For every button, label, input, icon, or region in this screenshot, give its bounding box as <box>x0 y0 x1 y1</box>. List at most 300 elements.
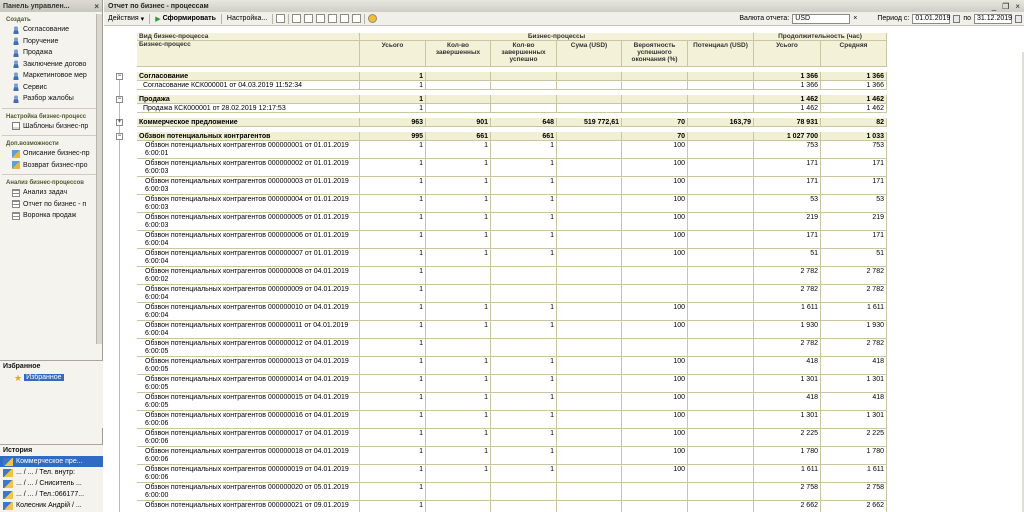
row-value: 1 027 700 <box>754 132 821 140</box>
nav-section-title: Анализ бизнес-процессов <box>6 180 84 186</box>
template-icon <box>12 122 20 130</box>
row-value: 1 033 <box>821 132 887 140</box>
row-value: 1 <box>360 177 426 194</box>
history-panel <box>0 444 103 512</box>
row-name-cell <box>137 447 360 464</box>
row-value <box>622 285 688 302</box>
column-header[interactable]: Кол-во завершенных успешно <box>491 41 557 66</box>
row-value: 1 301 <box>821 375 887 392</box>
table-row[interactable] <box>137 465 887 483</box>
row-name: Обзвон потенциальных контрагентов 000000002 от 01.01.2019 <box>145 160 349 167</box>
actions-label: Действия <box>108 15 139 22</box>
row-value: 1 780 <box>821 447 887 464</box>
control-panel-title: Панель управлен... <box>3 2 70 10</box>
row-value: 1 366 <box>754 81 821 89</box>
row-value: 1 <box>360 231 426 248</box>
row-value <box>688 411 754 428</box>
row-value: 1 <box>360 213 426 230</box>
row-value <box>688 72 754 80</box>
row-value: 1 <box>360 465 426 482</box>
row-value: 901 <box>426 118 491 126</box>
group-row[interactable] <box>117 95 887 104</box>
group-row[interactable] <box>117 72 887 81</box>
row-value: 100 <box>622 321 688 338</box>
help-icon[interactable] <box>368 14 377 23</box>
tree-line <box>119 78 120 512</box>
table-row[interactable] <box>137 285 887 303</box>
row-time: 6:00:04 <box>145 312 169 319</box>
group-icon[interactable] <box>292 14 301 23</box>
user-icon <box>12 49 20 57</box>
row-value <box>426 285 491 302</box>
document-icon <box>3 502 13 510</box>
collapse-icon[interactable]: − <box>117 96 122 102</box>
history-item[interactable] <box>0 489 103 500</box>
nav-section-title: Настройка бизнес-процесс <box>6 113 87 120</box>
row-name-cell <box>137 483 360 500</box>
row-time: 6:00:04 <box>145 240 169 247</box>
row-time: 6:00:02 <box>145 276 169 283</box>
column-header[interactable]: Вероятность успешного окончания (%) <box>622 41 688 66</box>
process-icon <box>12 150 20 158</box>
row-value <box>688 213 754 230</box>
table-row[interactable] <box>137 483 887 501</box>
row-value: 2 225 <box>821 429 887 446</box>
row-name-cell <box>137 249 360 266</box>
row-time: 6:00:04 <box>145 294 169 301</box>
row-value: 1 <box>360 357 426 374</box>
header-type-label: Вид бизнес-процесса <box>137 33 360 40</box>
table-row[interactable] <box>137 231 887 249</box>
row-name-cell <box>137 393 360 410</box>
row-value: 1 <box>491 447 557 464</box>
row-value <box>622 483 688 500</box>
document-icon <box>3 469 13 477</box>
row-value <box>557 95 622 103</box>
section-separator <box>2 174 100 175</box>
row-value: 163,79 <box>688 118 754 126</box>
row-name-cell <box>137 321 360 338</box>
column-header[interactable]: Сума (USD) <box>557 41 622 66</box>
table-row[interactable] <box>137 321 887 339</box>
row-value: 1 <box>360 95 426 103</box>
table-row[interactable] <box>137 393 887 411</box>
nav-item[interactable] <box>0 210 102 222</box>
table-row[interactable] <box>137 81 887 90</box>
row-name: Обзвон потенциальных контрагентов 000000007 от 01.01.2019 <box>145 250 349 257</box>
row-value: 1 366 <box>754 72 821 80</box>
document-icon <box>3 458 13 466</box>
table-row[interactable] <box>137 249 887 267</box>
row-value: 171 <box>754 231 821 248</box>
nav-section-title: Доп.возможности <box>6 141 59 147</box>
row-value: 53 <box>754 195 821 212</box>
export-icon[interactable] <box>352 14 361 23</box>
nav-item[interactable] <box>0 70 102 82</box>
history-item[interactable] <box>0 478 103 489</box>
nav-item[interactable] <box>0 47 102 59</box>
row-value <box>688 141 754 158</box>
row-value: 171 <box>754 177 821 194</box>
row-value <box>491 267 557 284</box>
print-icon[interactable] <box>276 14 285 23</box>
row-value: 1 <box>360 447 426 464</box>
table-row[interactable] <box>137 303 887 321</box>
user-icon <box>12 26 20 34</box>
row-value: 171 <box>821 177 887 194</box>
row-value: 100 <box>622 357 688 374</box>
row-value: 1 611 <box>754 303 821 320</box>
history-item[interactable] <box>0 467 103 478</box>
row-value: 1 <box>491 213 557 230</box>
table-row[interactable] <box>137 195 887 213</box>
currency-field[interactable]: USD <box>792 14 850 24</box>
row-value: 100 <box>622 231 688 248</box>
history-item-label: Колесник Андрій / ... <box>16 502 82 509</box>
table-row[interactable] <box>137 447 887 465</box>
section-separator <box>2 135 100 136</box>
column-header[interactable]: Средняя <box>821 41 887 66</box>
expand-icon[interactable]: + <box>117 119 122 125</box>
row-name: Обзвон потенциальных контрагентов 000000010 от 04.01.2019 <box>145 304 349 311</box>
row-value: 2 662 <box>821 501 887 512</box>
row-name-cell <box>137 429 360 446</box>
row-value <box>557 465 622 482</box>
nav-item[interactable] <box>0 199 102 211</box>
row-name-cell <box>137 465 360 482</box>
group-row[interactable] <box>117 132 887 141</box>
row-value: 1 <box>491 321 557 338</box>
row-name: Обзвон потенциальных контрагентов 000000009 от 04.01.2019 <box>145 286 349 293</box>
row-name: Обзвон потенциальных контрагентов 000000021 от 09.01.2019 <box>145 502 349 509</box>
column-header[interactable]: Усього <box>360 41 426 66</box>
row-value: 1 <box>426 393 491 410</box>
process-icon <box>12 161 20 169</box>
row-value <box>688 267 754 284</box>
table-row[interactable] <box>137 104 887 113</box>
nav-item-label: Маркетинговое мер <box>23 72 87 80</box>
row-value <box>688 303 754 320</box>
settings-button[interactable] <box>225 15 269 22</box>
row-time: 6:00:06 <box>145 420 169 427</box>
left-nav <box>0 16 102 222</box>
row-value: 1 <box>491 195 557 212</box>
row-value: 1 <box>491 159 557 176</box>
row-value <box>688 285 754 302</box>
close-icon[interactable]: × <box>1015 1 1020 11</box>
favorites-title: Избранное <box>3 363 41 370</box>
row-value: 1 <box>426 429 491 446</box>
row-name: Обзвон потенциальных контрагентов 000000018 от 04.01.2019 <box>145 448 349 455</box>
row-name: Обзвон потенциальных контрагентов 000000013 от 04.01.2019 <box>145 358 349 365</box>
report-icon <box>12 212 20 220</box>
row-value: 1 <box>360 249 426 266</box>
row-value <box>557 132 622 140</box>
toolbar-separator <box>288 14 289 24</box>
row-value <box>557 141 622 158</box>
restore-icon[interactable]: ❐ <box>1002 1 1010 11</box>
left-nav-scrollbar[interactable] <box>96 14 102 344</box>
row-value <box>426 483 491 500</box>
row-name-cell <box>137 303 360 320</box>
row-value <box>688 375 754 392</box>
minimize-icon[interactable]: _ <box>991 1 997 11</box>
history-item-label: ... / ... / Тел.:066177... <box>16 491 85 498</box>
row-value: 100 <box>622 465 688 482</box>
row-value: 1 <box>426 303 491 320</box>
table-row[interactable] <box>137 357 887 375</box>
row-time: 6:00:06 <box>145 438 169 445</box>
row-value: 100 <box>622 249 688 266</box>
nav-item[interactable] <box>0 82 102 94</box>
row-name-cell <box>137 411 360 428</box>
user-icon <box>12 37 20 45</box>
filter-icon[interactable] <box>328 14 337 23</box>
row-value: 1 366 <box>821 72 887 80</box>
row-time: 6:00:05 <box>145 348 169 355</box>
table-row[interactable] <box>137 213 887 231</box>
row-value: 1 <box>360 321 426 338</box>
table-icon[interactable] <box>304 14 313 23</box>
row-value: 1 <box>426 213 491 230</box>
nav-item[interactable] <box>0 59 102 71</box>
row-value <box>557 339 622 356</box>
row-value: 1 <box>360 141 426 158</box>
row-value: 1 <box>360 393 426 410</box>
report-icon <box>12 189 20 197</box>
row-value <box>557 177 622 194</box>
row-value: 1 462 <box>754 95 821 103</box>
row-value <box>622 267 688 284</box>
row-value: 1 <box>426 159 491 176</box>
row-value: 1 <box>426 447 491 464</box>
row-value: 1 <box>426 375 491 392</box>
row-name: Обзвон потенциальных контрагентов 000000015 от 04.01.2019 <box>145 394 349 401</box>
row-time: 6:00:05 <box>145 366 169 373</box>
row-name-cell <box>137 375 360 392</box>
row-value <box>557 411 622 428</box>
row-value <box>688 159 754 176</box>
table-row[interactable] <box>137 375 887 393</box>
row-name: Продажа <box>137 95 360 103</box>
history-title: История <box>3 447 33 454</box>
user-icon <box>12 72 20 80</box>
row-value: 2 782 <box>821 285 887 302</box>
nav-item[interactable] <box>0 160 102 172</box>
favorites-item[interactable] <box>0 372 103 383</box>
row-value: 1 <box>426 195 491 212</box>
row-value: 1 <box>360 411 426 428</box>
row-time: 6:00:03 <box>145 204 169 211</box>
report-sheet <box>104 26 1024 512</box>
currency-label: Валюта отчета: <box>739 15 790 22</box>
row-name: Обзвон потенциальных контрагентов 000000005 от 01.01.2019 <box>145 214 349 221</box>
row-value <box>557 267 622 284</box>
row-time: 6:00:03 <box>145 186 169 193</box>
column-header[interactable]: Потенциал (USD) <box>688 41 754 66</box>
row-value: 1 <box>360 375 426 392</box>
row-name-cell <box>137 339 360 356</box>
row-value <box>622 81 688 89</box>
row-value <box>688 465 754 482</box>
collapse-icon[interactable]: − <box>117 133 122 139</box>
group-row[interactable] <box>117 118 887 127</box>
document-icon <box>3 480 13 488</box>
period-from-field[interactable]: 01.01.2019 <box>912 14 950 24</box>
history-item-label: Коммерческое пре... <box>16 458 83 465</box>
nav-item-label: Отчет по бизнес - п <box>23 200 87 208</box>
nav-item[interactable] <box>0 187 102 199</box>
row-value: 963 <box>360 118 426 126</box>
row-value <box>426 339 491 356</box>
generate-button[interactable] <box>153 15 218 23</box>
row-value: 1 <box>360 104 426 112</box>
row-value: 1 611 <box>821 465 887 482</box>
row-value: 1 <box>426 465 491 482</box>
row-value: 100 <box>622 303 688 320</box>
row-value <box>688 81 754 89</box>
report-body <box>117 67 887 512</box>
row-value: 1 462 <box>821 95 887 103</box>
row-value: 1 <box>360 267 426 284</box>
row-value <box>491 95 557 103</box>
sort-icon[interactable] <box>340 14 349 23</box>
toolbar-separator <box>149 14 150 24</box>
row-value: 753 <box>754 141 821 158</box>
toolbar <box>104 12 1024 26</box>
row-value: 1 <box>491 429 557 446</box>
favorites-panel <box>0 360 103 428</box>
row-name-cell <box>137 501 360 512</box>
control-panel <box>0 0 103 512</box>
row-value: 661 <box>491 132 557 140</box>
actions-menu-button[interactable] <box>106 15 146 23</box>
column-header[interactable]: Кол-во завершенных <box>426 41 491 66</box>
nav-item-label: Разбор жалобы <box>23 95 74 103</box>
table-row[interactable] <box>137 141 887 159</box>
row-value: 2 782 <box>754 339 821 356</box>
table-row[interactable] <box>137 339 887 357</box>
row-value: 100 <box>622 411 688 428</box>
row-value: 53 <box>821 195 887 212</box>
row-value: 1 <box>491 375 557 392</box>
row-value: 100 <box>622 375 688 392</box>
row-value <box>426 81 491 89</box>
row-value <box>557 285 622 302</box>
row-value <box>622 104 688 112</box>
calendar-icon[interactable] <box>1015 15 1022 23</box>
row-name: Продажа КСК000001 от 28.02.2019 12:17:53 <box>137 104 360 112</box>
chart-icon[interactable] <box>316 14 325 23</box>
row-time: 6:00:03 <box>145 222 169 229</box>
row-value: 219 <box>821 213 887 230</box>
row-value: 1 462 <box>754 104 821 112</box>
row-value <box>557 159 622 176</box>
row-value: 1 301 <box>821 411 887 428</box>
nav-item-label: Возврат бизнес-про <box>23 161 88 169</box>
row-value <box>688 393 754 410</box>
row-value <box>557 429 622 446</box>
row-value <box>426 72 491 80</box>
nav-item-label: Продажа <box>23 49 53 57</box>
row-value <box>688 95 754 103</box>
row-value: 2 782 <box>821 267 887 284</box>
row-value <box>557 375 622 392</box>
row-value: 1 <box>491 141 557 158</box>
row-value: 100 <box>622 141 688 158</box>
row-value: 1 611 <box>821 303 887 320</box>
row-value: 1 611 <box>754 465 821 482</box>
row-value: 1 780 <box>754 447 821 464</box>
row-value: 519 772,61 <box>557 118 622 126</box>
row-value <box>688 447 754 464</box>
star-icon: ★ <box>14 372 23 383</box>
table-row[interactable] <box>137 411 887 429</box>
row-value <box>688 483 754 500</box>
row-value <box>426 267 491 284</box>
table-row[interactable] <box>137 429 887 447</box>
row-name-cell <box>137 177 360 194</box>
generate-label: Сформировать <box>162 15 216 22</box>
section-separator <box>2 108 100 109</box>
table-row[interactable] <box>137 159 887 177</box>
row-value: 51 <box>754 249 821 266</box>
row-name: Обзвон потенциальных контрагентов 000000019 от 04.01.2019 <box>145 466 349 473</box>
table-row[interactable] <box>137 177 887 195</box>
clear-icon[interactable]: × <box>853 15 858 22</box>
nav-item[interactable] <box>0 24 102 36</box>
row-time: 6:00:04 <box>145 330 169 337</box>
row-value: 1 <box>426 177 491 194</box>
row-value <box>622 95 688 103</box>
row-name: Обзвон потенциальных контрагентов <box>137 132 360 140</box>
row-value: 2 758 <box>821 483 887 500</box>
nav-item[interactable] <box>0 148 102 160</box>
row-value <box>688 321 754 338</box>
nav-item-label: Согласование <box>23 26 69 34</box>
row-value: 1 <box>491 393 557 410</box>
nav-item[interactable] <box>0 93 102 105</box>
row-value <box>491 501 557 512</box>
collapse-icon[interactable]: − <box>117 73 122 79</box>
row-value: 648 <box>491 118 557 126</box>
control-panel-close-icon[interactable]: × <box>94 1 99 11</box>
nav-item-label: Воронка продаж <box>23 212 77 220</box>
row-value: 995 <box>360 132 426 140</box>
row-value: 2 782 <box>754 285 821 302</box>
header-columns <box>360 41 887 66</box>
toolbar-separator <box>221 14 222 24</box>
period-to-field[interactable]: 31.12.2019 <box>974 14 1012 24</box>
column-header[interactable]: Усього <box>754 41 821 66</box>
row-value <box>426 501 491 512</box>
row-name-cell <box>137 213 360 230</box>
document-icon <box>3 491 13 499</box>
row-value: 1 301 <box>754 411 821 428</box>
toolbar-separator <box>272 14 273 24</box>
nav-item[interactable] <box>0 36 102 48</box>
row-value: 1 462 <box>821 104 887 112</box>
history-item[interactable] <box>0 500 103 511</box>
nav-item[interactable] <box>0 121 102 133</box>
table-row[interactable] <box>137 267 887 285</box>
calendar-icon[interactable] <box>953 15 960 23</box>
row-name: Согласование <box>137 72 360 80</box>
row-value: 1 <box>360 195 426 212</box>
history-item[interactable] <box>0 456 103 467</box>
row-value <box>688 357 754 374</box>
table-row[interactable] <box>137 501 887 512</box>
